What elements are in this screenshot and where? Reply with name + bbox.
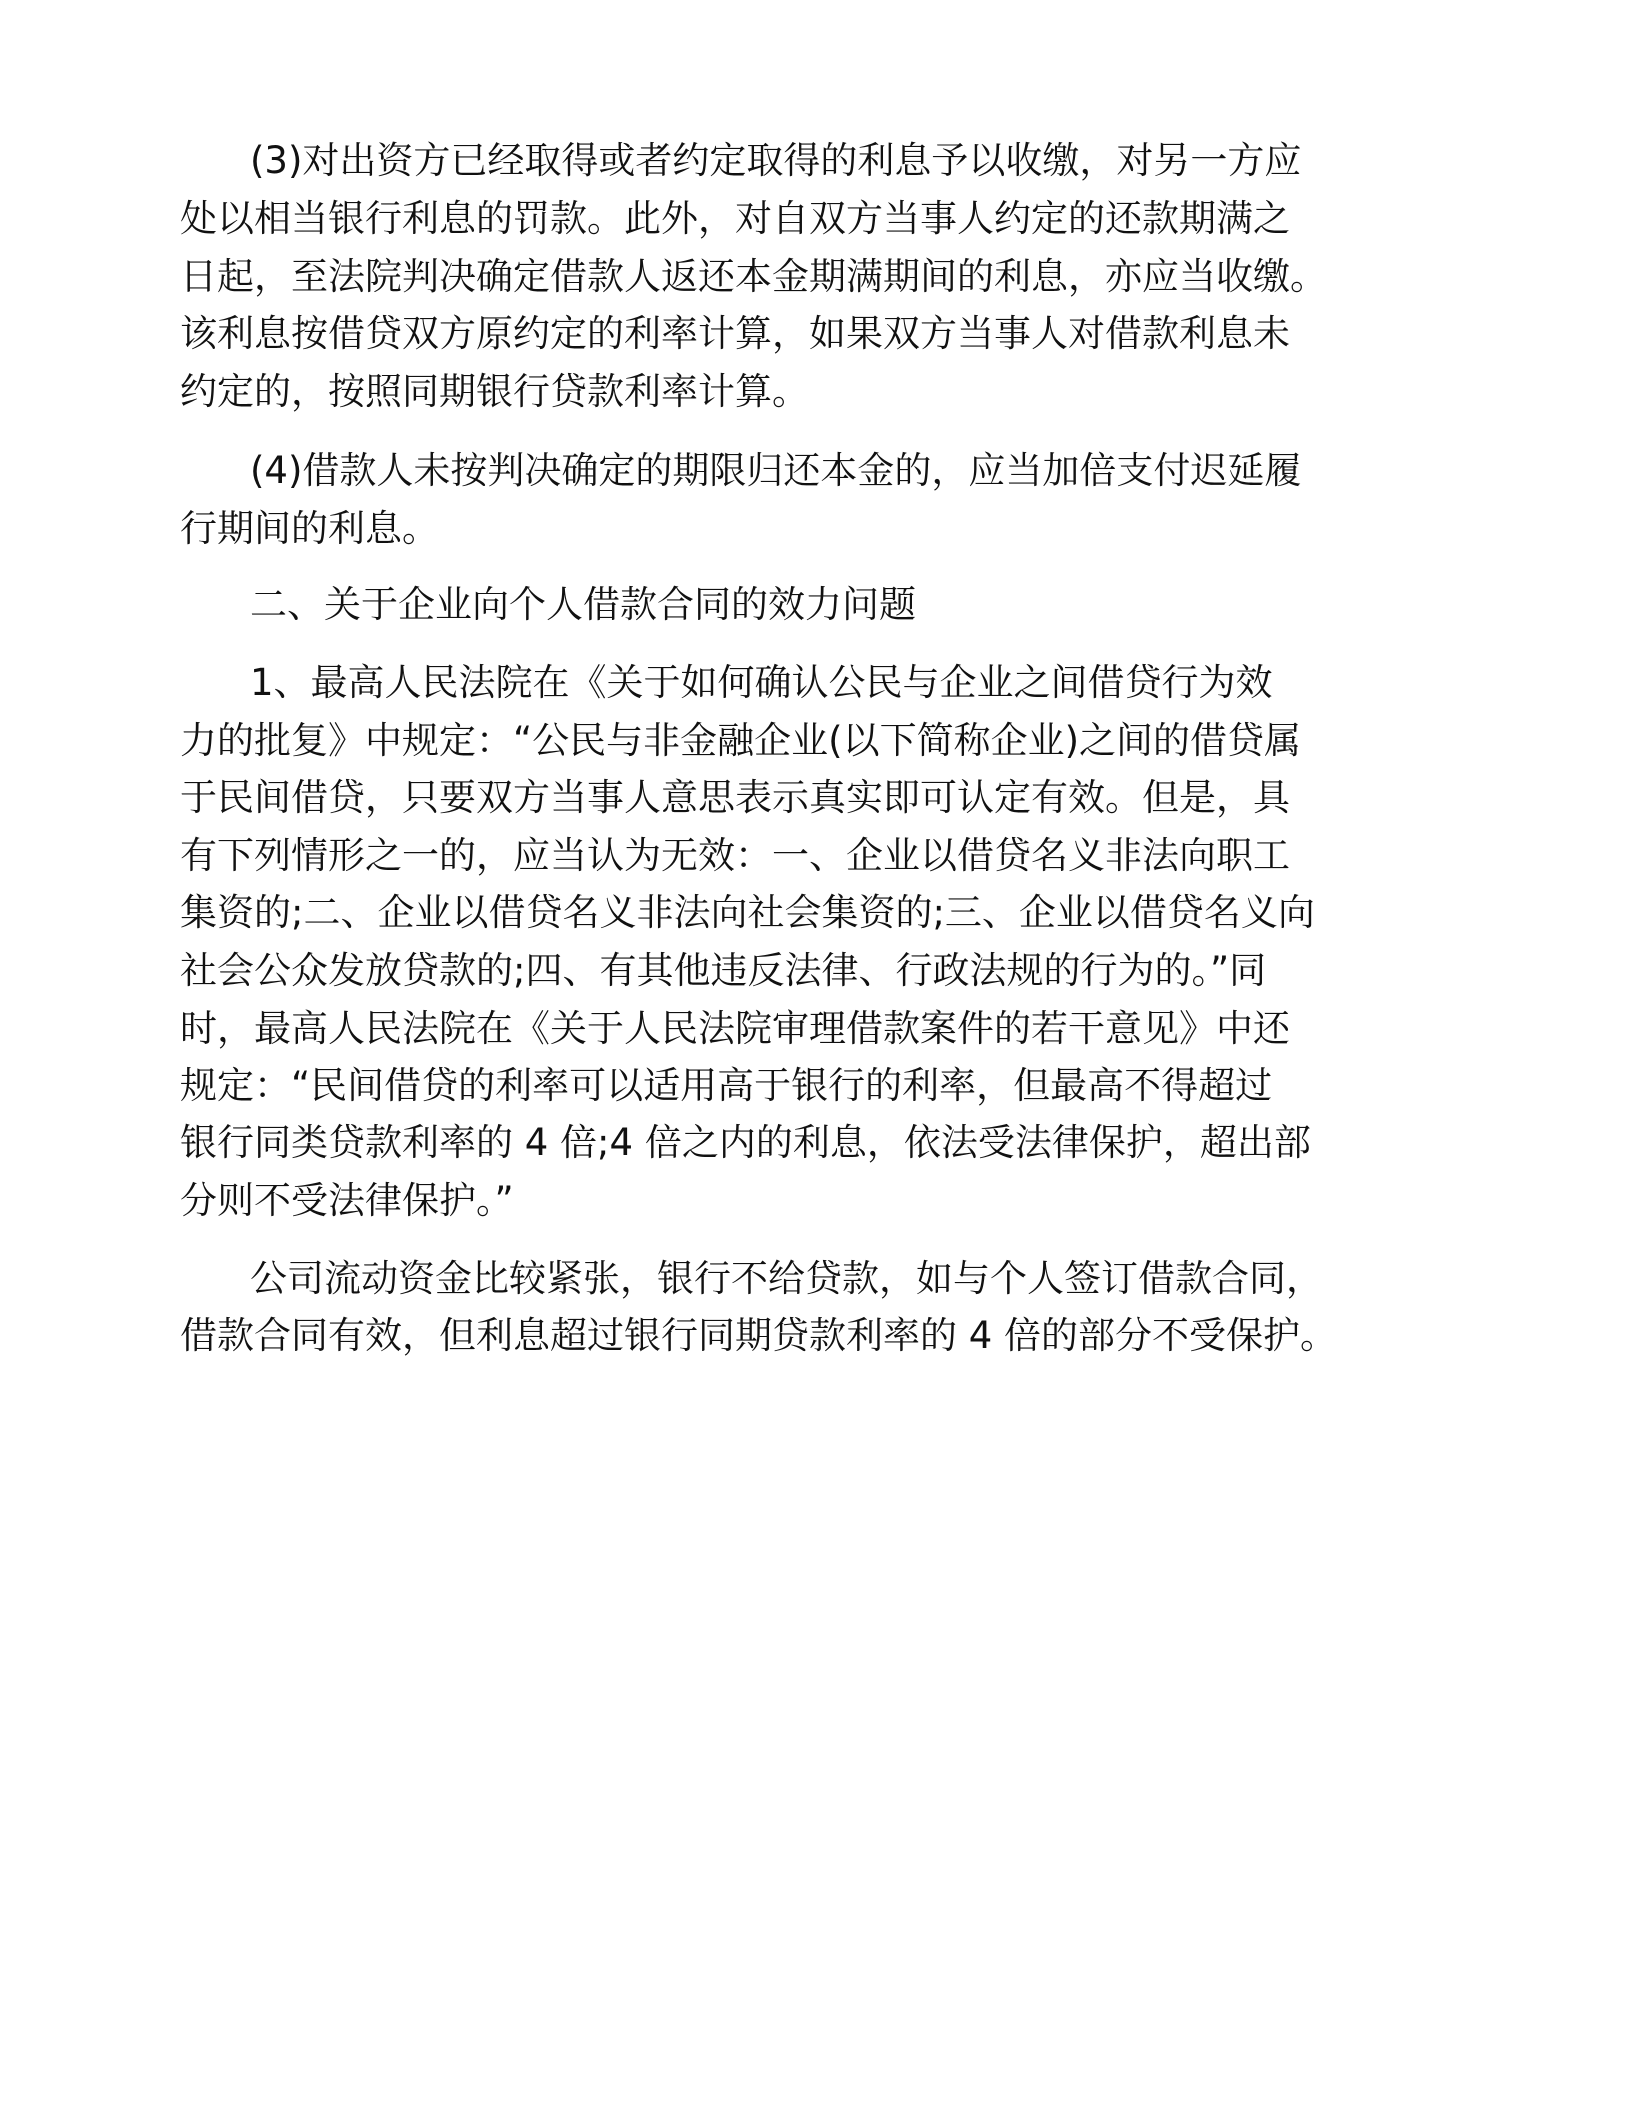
text-line: 该利息按借贷双方原约定的利率计算，如果双方当事人对借款利息未 (180, 312, 1290, 355)
text-line: 集资的;二、企业以借贷名义非法向社会集资的;三、企业以借贷名义向 (180, 891, 1315, 934)
text-line: 银行同类贷款利率的 4 倍;4 倍之内的利息，依法受法律保护，超出部 (180, 1121, 1311, 1164)
text-line: 规定：“民间借贷的利率可以适用高于银行的利率，但最高不得超过 (180, 1064, 1273, 1107)
text-line: 1、最高人民法院在《关于如何确认公民与企业之间借贷行为效 (250, 661, 1273, 704)
text-line: 于民间借贷，只要双方当事人意思表示真实即可认定有效。但是，具 (180, 776, 1290, 819)
text-line: 有下列情形之一的，应当认为无效：一、企业以借贷名义非法向职工 (180, 834, 1290, 877)
text-line: 行期间的利息。 (180, 507, 439, 550)
text-line: (3)对出资方已经取得或者约定取得的利息予以收缴，对另一方应 (250, 139, 1302, 182)
text-line: 分则不受法律保护。” (180, 1179, 514, 1222)
text-line: 日起，至法院判决确定借款人返还本金期满期间的利息，亦应当收缴。 (180, 255, 1327, 298)
section-heading: 二、关于企业向个人借款合同的效力问题 (250, 583, 916, 626)
text-line: 力的批复》中规定：“公民与非金融企业(以下简称企业)之间的借贷属 (180, 719, 1302, 762)
text-line: 社会公众发放贷款的;四、有其他违反法律、行政法规的行为的。”同 (180, 949, 1267, 992)
text-line: 约定的，按照同期银行贷款利率计算。 (180, 370, 809, 413)
text-line: 时，最高人民法院在《关于人民法院审理借款案件的若干意见》中还 (180, 1007, 1290, 1050)
text-line: (4)借款人未按判决确定的期限归还本金的，应当加倍支付迟延履 (250, 449, 1302, 492)
text-line: 处以相当银行利息的罚款。此外，对自双方当事人约定的还款期满之 (180, 197, 1290, 240)
text-line: 借款合同有效，但利息超过银行同期贷款利率的 4 倍的部分不受保护。 (180, 1314, 1338, 1357)
text-line: 公司流动资金比较紧张，银行不给贷款，如与个人签订借款合同， (250, 1257, 1323, 1300)
